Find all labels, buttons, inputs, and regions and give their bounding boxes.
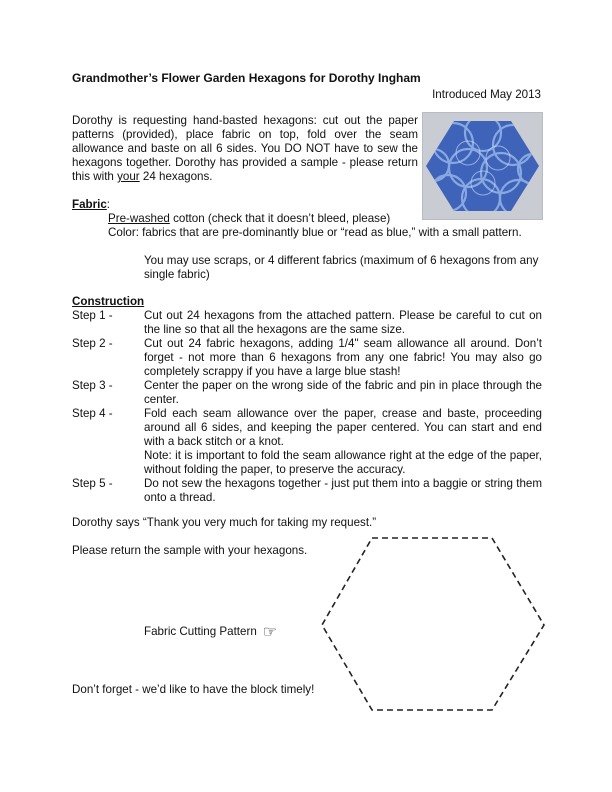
step-label: Step 4 -	[72, 407, 113, 420]
intro-text-a: Dorothy is requesting hand-basted hexagons: cut out the paper patterns (provided), place fabric on top, fold over the seam allowance and baste on all 6 sides. You DO NOT have to sew the hexagons together. Dorothy has provided a sample - please return this with	[72, 114, 418, 183]
step-text	[144, 407, 542, 477]
introduced-date: Introduced May 2013	[432, 88, 541, 101]
step-text: Cut out 24 hexagons from the attached pattern. Please be careful to cut on the line so that all the hexagons are the same size.	[144, 309, 542, 336]
step-4-text: Fold each seam allowance over the paper, crease and baste, proceeding around all 6 sides, and keeping the paper centered. You can start and end with a back stitch or a knot.	[144, 407, 542, 448]
fabric-cutting-pattern-label	[144, 625, 277, 640]
step-text: Center the paper on the wrong side of the fabric and pin in place through the center.	[144, 379, 542, 406]
intro-text-b: 24 hexagons.	[139, 170, 213, 183]
step-label: Step 1 -	[72, 309, 113, 322]
fabric-scraps: You may use scraps, or 4 different fabrics (maximum of 6 hexagons from any single fabric)	[144, 254, 539, 281]
step-4-note: Note: it is important to fold the seam allowance right at the edge of the paper, without folding the paper, to preserve the accuracy.	[144, 449, 542, 476]
cutting-pattern-text: Fabric Cutting Pattern	[144, 625, 257, 638]
dorothy-says: Dorothy says “Thank you very much for taking my request.”	[72, 516, 377, 529]
fabric-prewashed-underlined: Pre-washed	[108, 212, 170, 225]
fabric-color: Color: fabrics that are pre-dominantly blue or “read as blue,” with a small pattern.	[108, 226, 522, 239]
intro-paragraph	[72, 114, 418, 184]
fabric-heading-text: Fabric	[72, 198, 107, 211]
step-1	[72, 309, 542, 337]
hexagon-fabric-sample-photo	[422, 112, 543, 220]
step-4	[72, 407, 542, 477]
step-text: Do not sew the hexagons together - just put them into a baggie or string them onto a thread.	[144, 477, 542, 504]
fabric-heading	[72, 198, 110, 212]
intro-text-underlined: your	[117, 170, 140, 183]
step-2	[72, 337, 542, 379]
hexagon-cutting-pattern	[318, 534, 548, 714]
construction-steps	[72, 309, 542, 505]
construction-heading: Construction	[72, 295, 145, 308]
step-label: Step 5 -	[72, 477, 113, 490]
fabric-prewashed-rest: cotton (check that it doesn’t bleed, please)	[169, 212, 391, 225]
return-sample-note: Please return the sample with your hexagons.	[72, 544, 308, 557]
step-text: Cut out 24 fabric hexagons, adding 1/4" seam allowance all around. Don’t forget - not more than 6 hexagons from any one fabric! You may also go completely scrappy if you have a large blue stash!	[144, 337, 542, 378]
step-5	[72, 477, 542, 505]
step-label: Step 3 -	[72, 379, 113, 392]
hexagon-fabric-sample	[423, 113, 542, 219]
step-3	[72, 379, 542, 407]
page-title: Grandmother’s Flower Garden Hexagons for Dorothy Ingham	[72, 71, 421, 85]
fabric-heading-colon: :	[106, 198, 111, 211]
pointing-hand-icon: ☞	[262, 624, 278, 641]
step-label: Step 2 -	[72, 337, 113, 350]
dont-forget-note: Don’t forget - we’d like to have the block timely!	[72, 683, 315, 696]
fabric-prewashed	[108, 212, 390, 226]
